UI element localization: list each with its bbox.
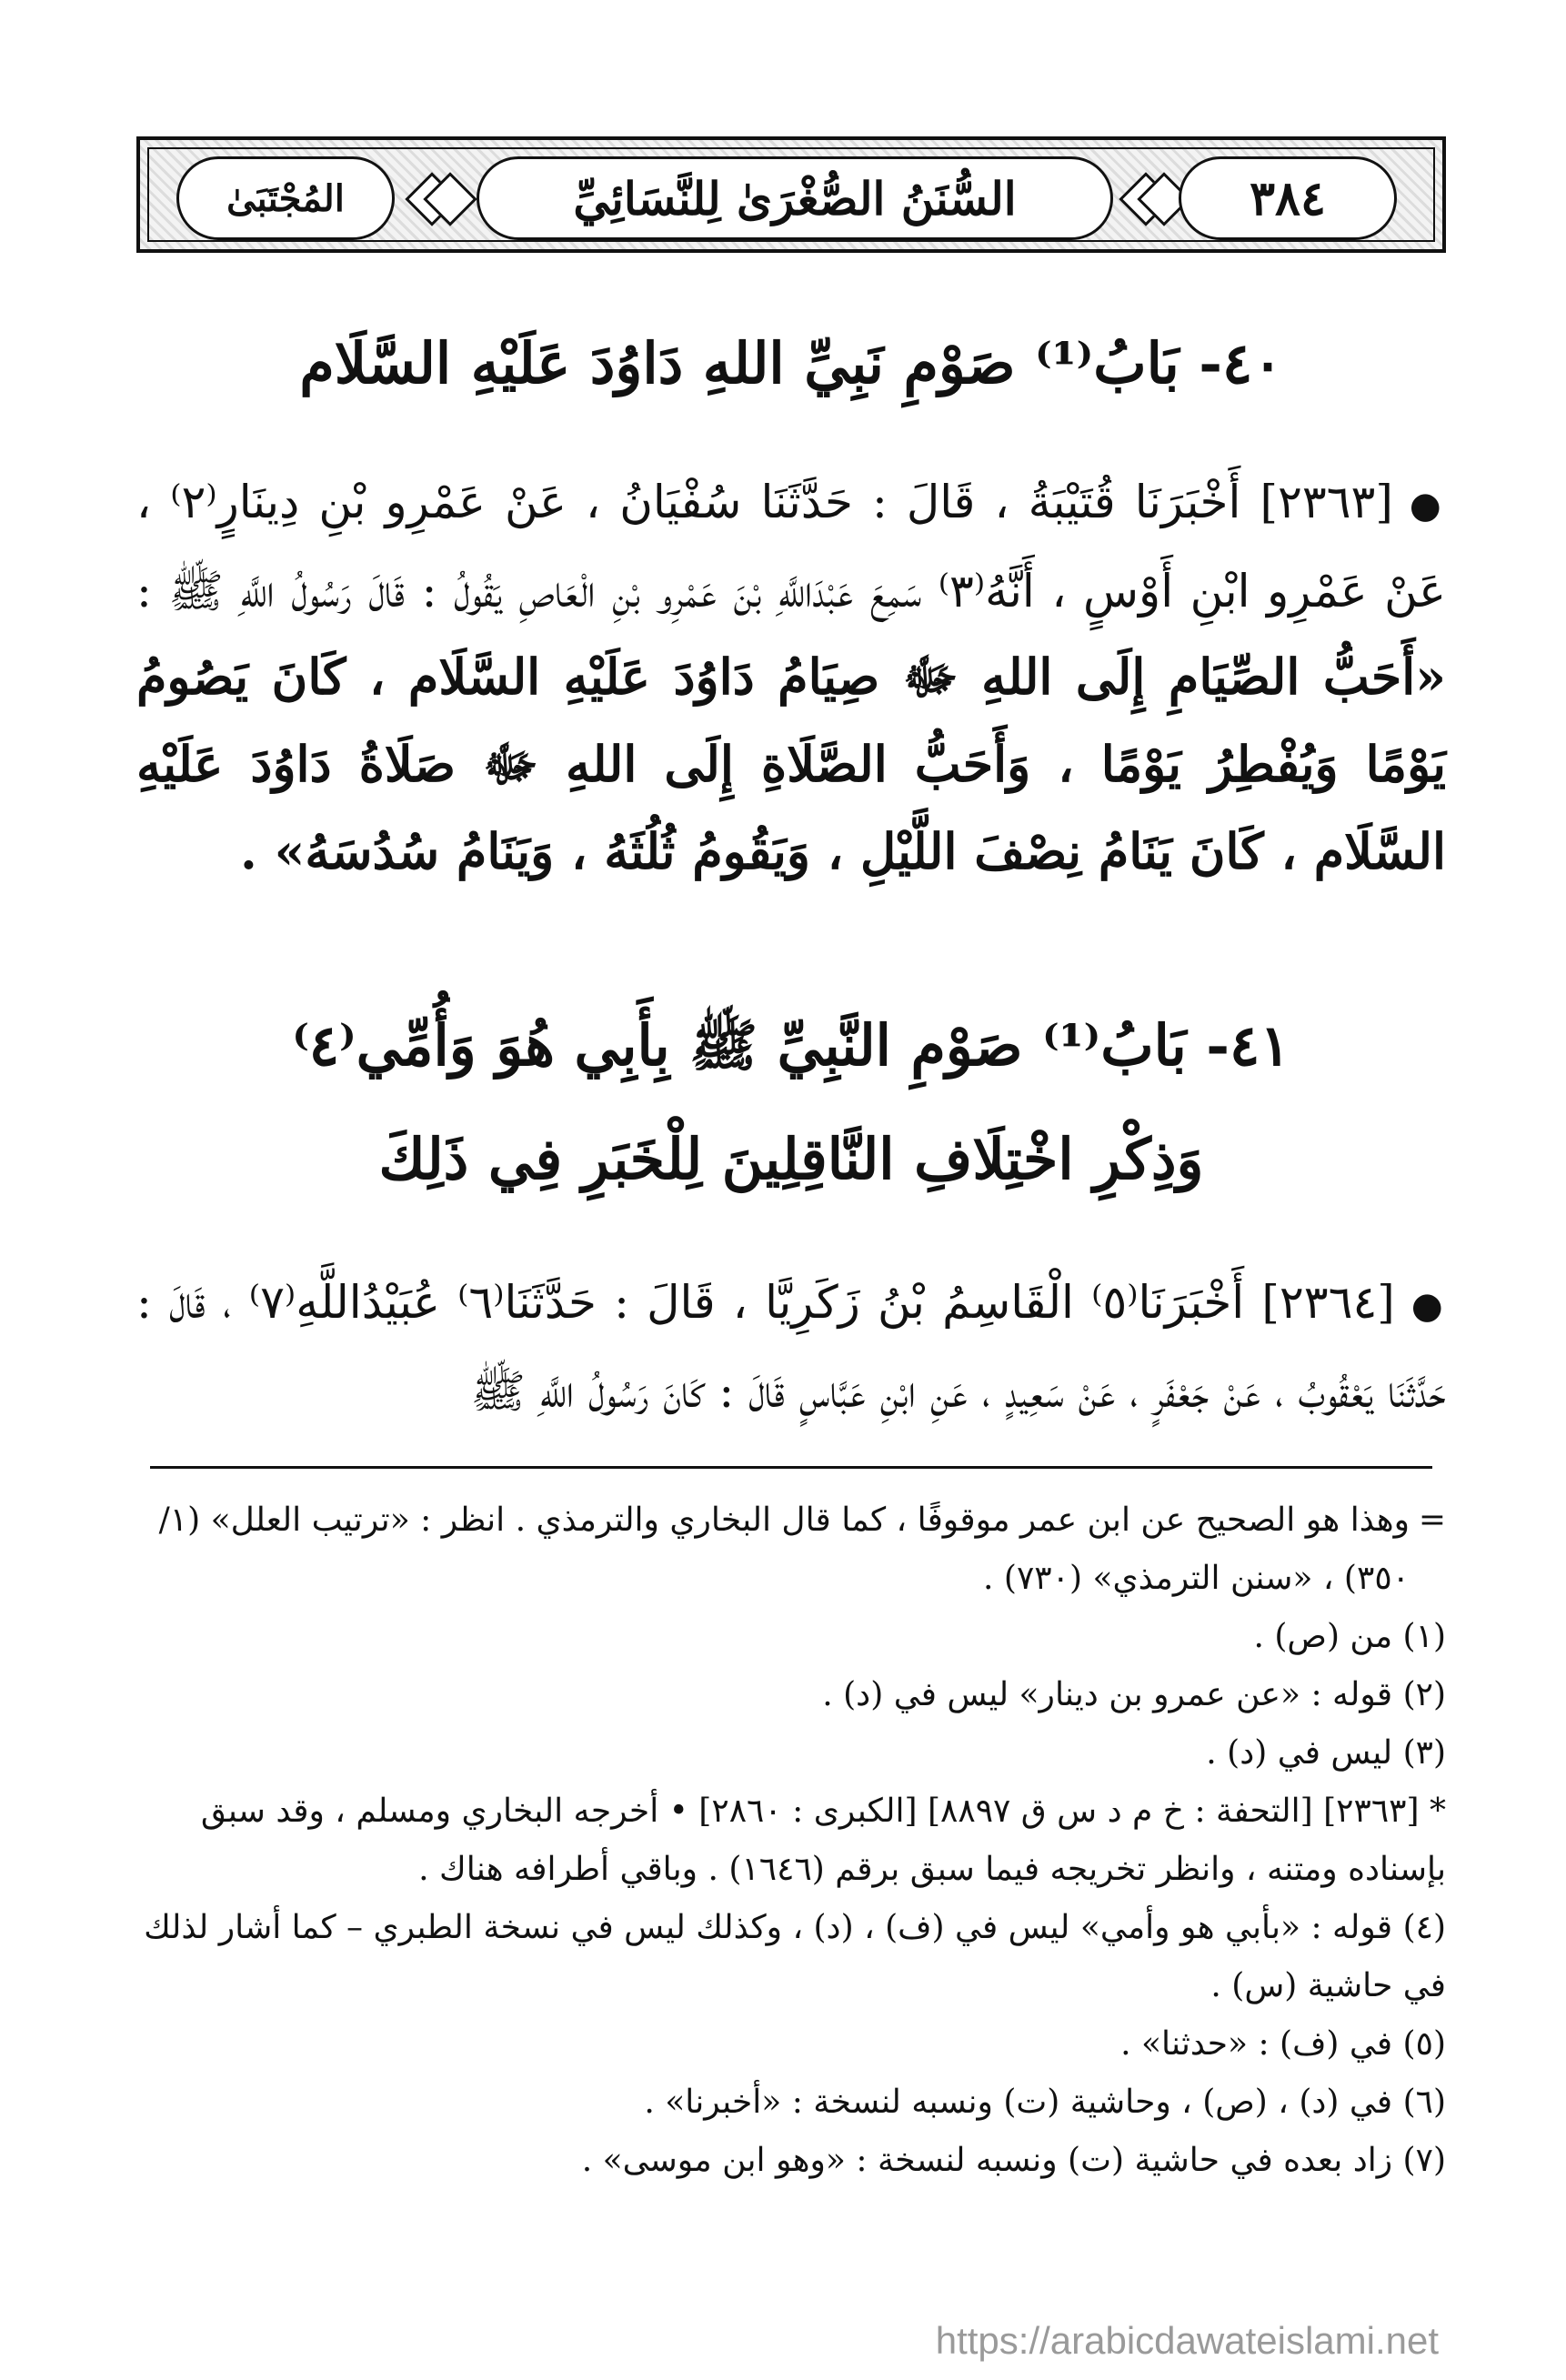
hadith-2364 (136, 1260, 1446, 1434)
watermark: https://arabicdawateislami.net (935, 2319, 1439, 2362)
hadith-number: [٢٣٦٣] (1260, 476, 1393, 528)
footnote-1: (١) من (ص) . (1253, 1618, 1446, 1655)
bullet-icon: ● (1409, 485, 1446, 527)
footnote-4: (٤) قوله : «بأبي هو وأمي» ليس في (ف) ، (د) ، وكذلك ليس في نسخة الطبري – كما أشار لذلك في حاشية (س) . (144, 1909, 1446, 2004)
page-number: ٣٨٤ (1250, 170, 1326, 226)
hadith-number: [٢٣٦٤] (1261, 1276, 1395, 1329)
bullet-icon: ● (1410, 1285, 1446, 1327)
chapter-41-heading-line1: ٤١- بَابُ⁽¹⁾ صَوْمِ النَّبِيِّ ﷺ بِأَبِي هُوَ وَأُمِّي⁽٤⁾ (292, 1012, 1290, 1079)
header-title: السُّنَنُ الصُّغْرَىٰ لِلنَّسَائِيِّ (573, 171, 1017, 226)
hadith-text: أَخْبَرَنَا⁽٥⁾ الْقَاسِمُ بْنُ زَكَرِيَّا ، قَالَ : حَدَّثَنَا⁽٦⁾ عُبَيْدُاللَّهِ⁽٧⁾ ، قَالَ : حَدَّثَنَا يَعْقُوبُ ، عَنْ جَعْفَرٍ ، عَنْ سَعِيدٍ ، عَنِ ابْنِ عَبَّاسٍ قَالَ : كَانَ رَسُولُ اللَّهِ ﷺ (136, 1276, 1446, 1418)
footnote-2: (٢) قوله : «عن عمرو بن دينار» ليس في (د) . (822, 1676, 1446, 1713)
hadith-matn: «أَحَبُّ الصِّيَامِ إِلَى اللهِ ﷻ صِيَامُ دَاوُدَ عَلَيْهِ السَّلَام ، كَانَ يَصُومُ يَوْمًا وَيُفْطِرُ يَوْمًا ، وَأَحَبُّ الصَّلَاةِ إِلَى اللهِ ﷻ صَلَاةُ دَاوُدَ عَلَيْهِ السَّلَام ، كَانَ يَنَامُ نِصْفَ اللَّيْلِ ، وَيَقُومُ ثُلُثَهُ ، وَيَنَامُ سُدُسَهُ» . (136, 648, 1446, 880)
page-header (136, 136, 1446, 253)
footnote-7: (٧) زاد بعده في حاشية (ت) ونسبه لنسخة : «وهو ابن موسى» . (581, 2142, 1446, 2179)
continued-marker: = (1418, 1501, 1446, 1539)
hadith-2363 (136, 459, 1446, 896)
chapter-40-heading: ٤٠- بَابُ⁽¹⁾ صَوْمِ نَبِيِّ اللهِ دَاوُدَ عَلَيْهِ السَّلَام (299, 330, 1283, 397)
header-title-cartouche (477, 156, 1113, 240)
footnote-3: (٣) ليس في (د) . (1206, 1734, 1446, 1772)
hadith-text: أَخْبَرَنَا قُتَيْبَةُ ، قَالَ : حَدَّثَنَا سُفْيَانُ ، عَنْ عَمْرِو بْنِ دِينَارٍ⁽٢⁾ ، عَنْ عَمْرِو ابْنِ أَوْسٍ ، أَنَّهُ⁽٣⁾ سَمِعَ عَبْدَاللَّهِ بْنَ عَمْرِو بْنِ الْعَاصِ يَقُولُ : قَالَ رَسُولُ اللَّهِ ﷺ : (136, 476, 1447, 618)
footnote-separator (150, 1466, 1432, 1469)
footnote-continued: وهذا هو الصحيح عن ابن عمر موقوفًا ، كما قال البخاري والترمذي . انظر : «ترتيب العلل» (١/ ٣٥٠) ، «سنن الترمذي» (٧٣٠) . (158, 1501, 1410, 1597)
takhrij-note: * [٢٣٦٣] [التحفة : خ م د س ق ٨٨٩٧] [الكبرى : ٢٨٦٠] • أخرجه البخاري ومسلم ، وقد سبق بإسناده ومتنه ، وانظر تخريجه فيما سبق برقم (١٦٤٦) . وباقي أطرافه هناك . (200, 1793, 1446, 1888)
footnotes (136, 1491, 1446, 2190)
chapter-41-heading-line2: وَذِكْرِ اخْتِلَافِ النَّاقِلِينَ لِلْخَبَرِ فِي ذَلِكَ (378, 1126, 1204, 1192)
footnote-5: (٥) في (ف) : «حدثنا» . (1120, 2025, 1446, 2063)
book-name-cartouche (176, 156, 395, 240)
page-number-cartouche (1179, 156, 1397, 240)
footnote-6: (٦) في (د) ، (ص) ، وحاشية (ت) ونسبه لنسخة : «أخبرنا» . (644, 2084, 1446, 2121)
book-name: المُجْتَبَىٰ (226, 176, 345, 220)
